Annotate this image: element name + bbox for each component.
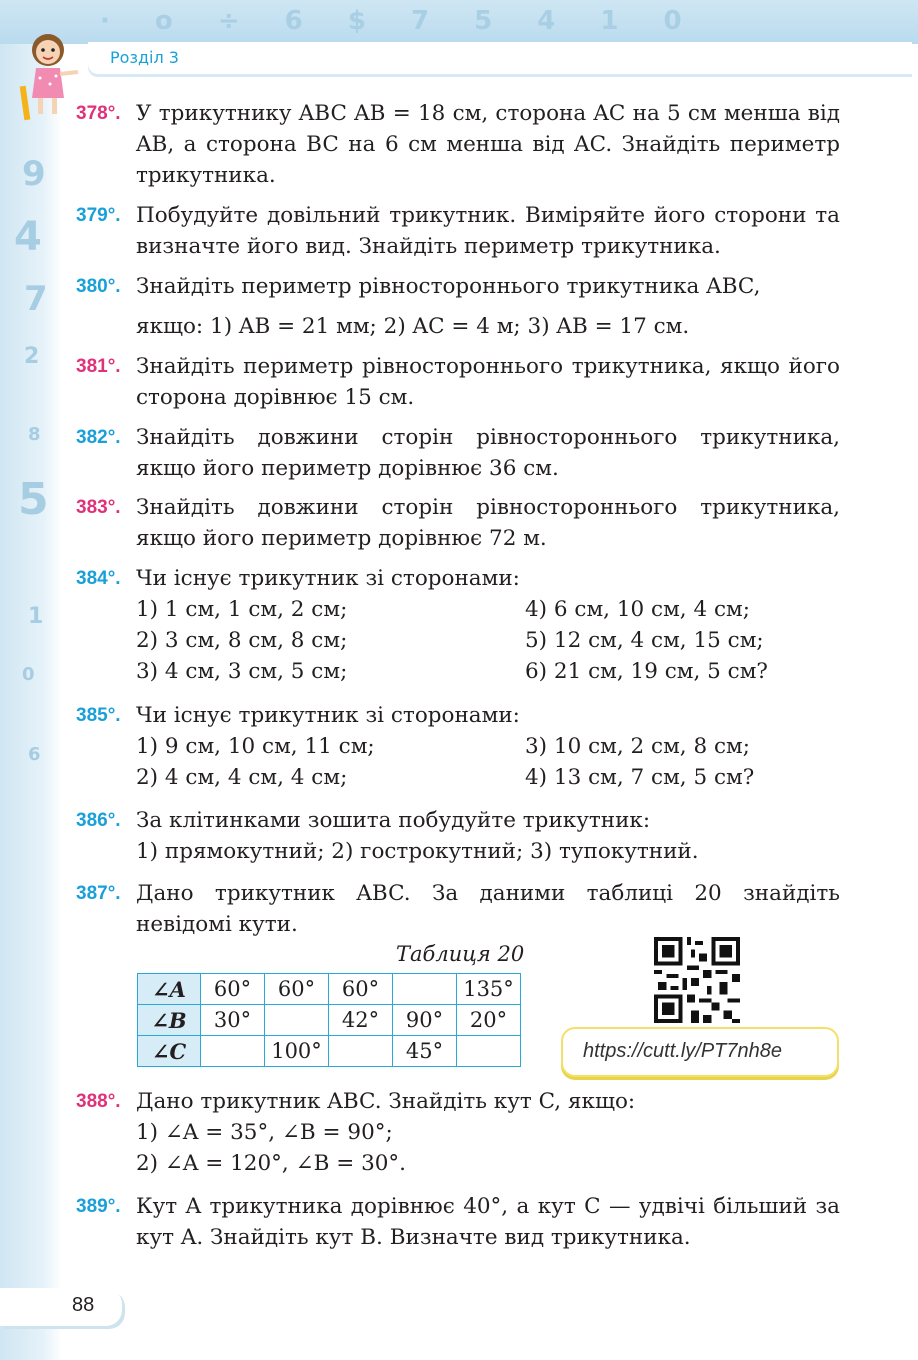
problem-388 <box>76 1086 840 1179</box>
row-label: ∠A <box>138 974 201 1005</box>
problem-text: Знайдіть периметр рівностороннього трикутника, якщо його сторона дорівнює 15 см. <box>136 354 840 410</box>
options-row <box>76 625 840 656</box>
table-cell <box>201 1036 265 1067</box>
problem-386 <box>76 805 840 867</box>
option: 2) 4 см, 4 см, 4 см; <box>136 765 348 790</box>
options-row <box>76 731 840 762</box>
problem-number: 379°. <box>76 205 121 226</box>
section-title: Розділ 3 <box>110 48 179 67</box>
problem-number: 387°. <box>76 883 121 904</box>
problem-387 <box>76 878 840 940</box>
table-cell <box>329 1036 393 1067</box>
problem-382 <box>76 422 840 484</box>
problem-text: Чи існує трикутник зі сторонами: <box>136 566 520 591</box>
problem-text: За клітинками зошита побудуйте трикутник: <box>136 808 651 833</box>
table-caption: Таблиця 20 <box>396 942 525 966</box>
row-label: ∠C <box>138 1036 201 1067</box>
side-decoration-strip <box>0 44 62 1360</box>
options-row <box>76 656 840 687</box>
problem-text: Знайдіть довжини сторін рівностороннього трикутника, якщо його периметр дорівнює 36 см. <box>136 425 840 481</box>
problem-text: Дано трикутник ABC. Знайдіть кут C, якщо: <box>136 1089 636 1114</box>
table-cell <box>265 1005 329 1036</box>
problem-number: 384°. <box>76 568 121 589</box>
problem-389 <box>76 1191 840 1253</box>
angles-table <box>137 973 521 1067</box>
problem-option: 1) ∠A = 35°, ∠B = 90°; <box>136 1120 393 1145</box>
option: 6) 21 см, 19 см, 5 см? <box>525 659 768 684</box>
problem-text: Кут A трикутника дорівнює 40°, а кут C — удвічі більший за кут A. Знайдіть кут B. Визначте вид трикутника. <box>136 1194 840 1250</box>
problem-number: 385°. <box>76 705 121 726</box>
row-label: ∠B <box>138 1005 201 1036</box>
problem-385 <box>76 700 840 793</box>
side-digit-2: 2 <box>24 344 40 369</box>
problem-number: 388°. <box>76 1091 121 1112</box>
side-digit-9: 9 <box>22 154 46 194</box>
table-row <box>138 974 521 1005</box>
side-digit-5: 5 <box>18 474 49 525</box>
table-row <box>138 1036 521 1067</box>
problem-text: Побудуйте довільний трикутник. Виміряйте його сторони та визначте його вид. Знайдіть периметр трикутника. <box>136 203 840 259</box>
problem-text: Чи існує трикутник зі сторонами: <box>136 703 520 728</box>
side-digit-7: 7 <box>24 279 48 319</box>
table-cell: 100° <box>265 1036 329 1067</box>
option: 1) 1 см, 1 см, 2 см; <box>136 597 348 622</box>
link-pill[interactable] <box>561 1027 839 1077</box>
problem-number: 380°. <box>76 276 121 297</box>
problem-options: 1) прямокутний; 2) гострокутний; 3) тупокутний. <box>136 839 699 864</box>
problem-options: якщо: 1) AB = 21 мм; 2) AC = 4 м; 3) AB = 17 см. <box>136 314 690 339</box>
table-cell: 60° <box>201 974 265 1005</box>
table-row <box>138 1005 521 1036</box>
options-row <box>76 762 840 793</box>
table-cell: 60° <box>329 974 393 1005</box>
table-cell: 20° <box>457 1005 521 1036</box>
problem-number: 383°. <box>76 497 121 518</box>
problem-text: У трикутнику ABC AB = 18 см, сторона AC на 5 см менша від AB, а сторона BC на 6 см менша від AC. Знайдіть периметр трикутника. <box>136 101 840 188</box>
side-digit-8: 8 <box>28 424 41 445</box>
table-cell: 45° <box>393 1036 457 1067</box>
problem-text: Знайдіть периметр рівностороннього трикутника ABC, <box>136 274 761 299</box>
problem-378 <box>76 98 840 191</box>
problem-380 <box>76 271 840 342</box>
options-row <box>76 594 840 625</box>
problem-number: 389°. <box>76 1196 121 1217</box>
problem-number: 378°. <box>76 103 121 124</box>
side-digit-1: 1 <box>28 604 44 629</box>
problem-option: 2) ∠A = 120°, ∠B = 30°. <box>136 1151 407 1176</box>
header-band <box>0 0 918 44</box>
table-cell: 135° <box>457 974 521 1005</box>
table-cell: 42° <box>329 1005 393 1036</box>
side-digit-0: 0 <box>22 664 35 685</box>
problem-381 <box>76 351 840 413</box>
side-digit-6: 6 <box>28 744 41 765</box>
table-cell <box>457 1036 521 1067</box>
problem-379 <box>76 200 840 262</box>
header-decoration: · o ÷ 6 $ 7 5 4 1 0 <box>100 6 700 36</box>
table-cell: 60° <box>265 974 329 1005</box>
table-cell: 90° <box>393 1005 457 1036</box>
section-header <box>88 42 912 74</box>
table-cell: 30° <box>201 1005 265 1036</box>
problem-text: Знайдіть довжини сторін рівностороннього трикутника, якщо його периметр дорівнює 72 м. <box>136 495 840 551</box>
problem-number: 382°. <box>76 427 121 448</box>
option: 1) 9 см, 10 см, 11 см; <box>136 734 375 759</box>
option: 5) 12 см, 4 см, 15 см; <box>525 628 764 653</box>
option: 3) 10 см, 2 см, 8 см; <box>525 734 750 759</box>
problem-383 <box>76 492 840 554</box>
side-digit-4: 4 <box>14 214 42 260</box>
problem-number: 381°. <box>76 356 121 377</box>
option: 4) 13 см, 7 см, 5 см? <box>525 765 755 790</box>
page-number-tab <box>0 1288 122 1326</box>
option: 2) 3 см, 8 см, 8 см; <box>136 628 348 653</box>
page-number: 88 <box>72 1294 95 1316</box>
problem-384 <box>76 563 840 687</box>
qr-code-icon[interactable] <box>654 937 740 1023</box>
problem-text: Дано трикутник ABC. За даними таблиці 20 знайдіть невідомі кути. <box>136 881 840 937</box>
link-text[interactable]: https://cutt.ly/PT7nh8e <box>583 1040 782 1062</box>
problem-number: 386°. <box>76 810 121 831</box>
option: 4) 6 см, 10 см, 4 см; <box>525 597 750 622</box>
table-cell <box>393 974 457 1005</box>
option: 3) 4 см, 3 см, 5 см; <box>136 659 348 684</box>
